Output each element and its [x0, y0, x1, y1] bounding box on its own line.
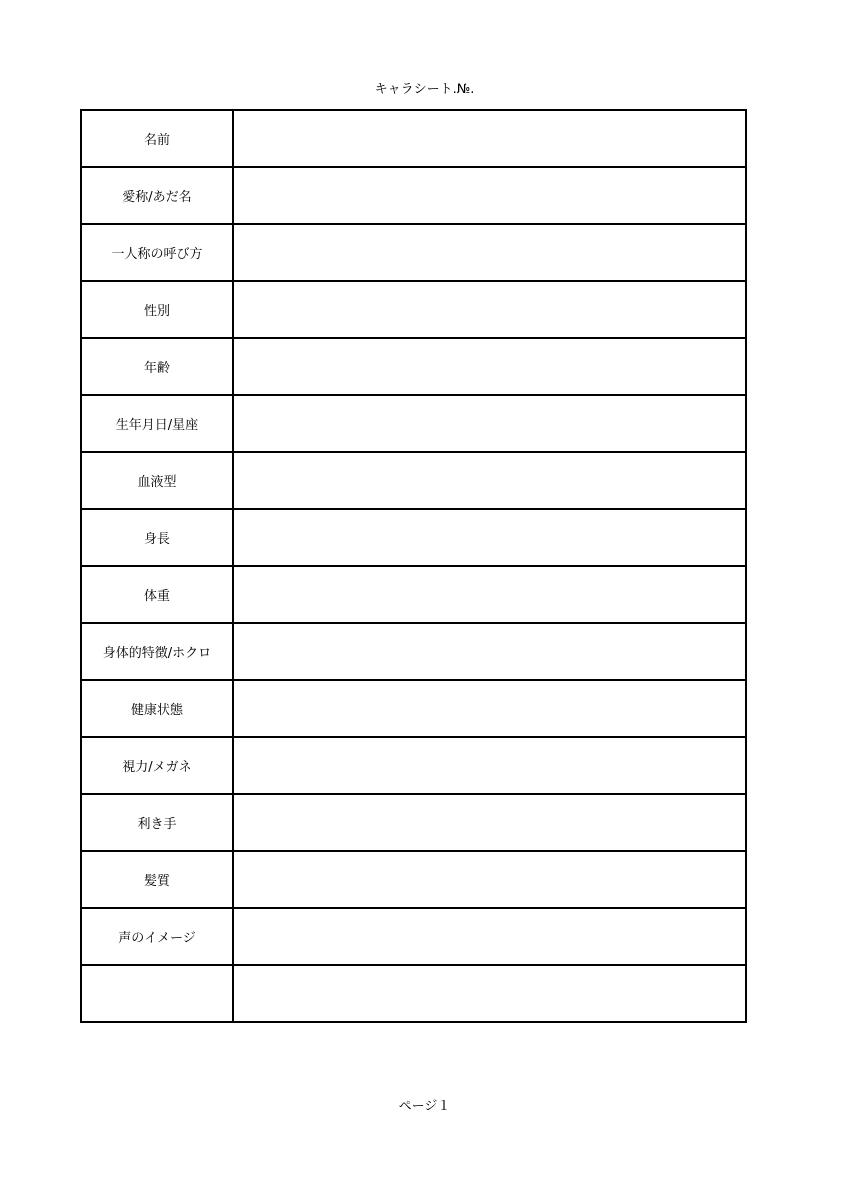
row-value-cell[interactable]	[233, 338, 746, 395]
row-label: 血液型	[81, 452, 233, 509]
table-row-weight	[81, 566, 746, 623]
row-value-cell[interactable]	[233, 281, 746, 338]
row-label: 声のイメージ	[81, 908, 233, 965]
row-value-cell[interactable]	[233, 737, 746, 794]
table-row-physical-features	[81, 623, 746, 680]
sheet-title: キャラシート.№.	[374, 82, 475, 97]
row-label: 体重	[81, 566, 233, 623]
table-row-nickname	[81, 167, 746, 224]
row-label: 身長	[81, 509, 233, 566]
character-sheet-body	[81, 110, 746, 1022]
row-value-cell[interactable]	[233, 965, 746, 1022]
row-label: 視力/メガネ	[81, 737, 233, 794]
row-value-cell[interactable]	[233, 623, 746, 680]
table-row-voice	[81, 908, 746, 965]
table-row-gender	[81, 281, 746, 338]
row-value-cell[interactable]	[233, 110, 746, 167]
row-value-cell[interactable]	[233, 794, 746, 851]
row-value-cell[interactable]	[233, 509, 746, 566]
row-value-cell[interactable]	[233, 395, 746, 452]
row-label: 性別	[81, 281, 233, 338]
table-row-dominant-hand	[81, 794, 746, 851]
row-label: 名前	[81, 110, 233, 167]
row-label: 生年月日/星座	[81, 395, 233, 452]
row-value-cell[interactable]	[233, 908, 746, 965]
table-row-blank	[81, 965, 746, 1022]
row-label: 一人称の呼び方	[81, 224, 233, 281]
table-row-height	[81, 509, 746, 566]
row-value-cell[interactable]	[233, 680, 746, 737]
row-value-cell[interactable]	[233, 224, 746, 281]
table-row-first-person	[81, 224, 746, 281]
table-row-hair-type	[81, 851, 746, 908]
table-row-eyesight	[81, 737, 746, 794]
row-label: 髪質	[81, 851, 233, 908]
character-sheet-table	[80, 109, 747, 1023]
row-value-cell[interactable]	[233, 452, 746, 509]
table-row-age	[81, 338, 746, 395]
row-label[interactable]	[81, 965, 233, 1022]
row-label: 年齢	[81, 338, 233, 395]
row-value-cell[interactable]	[233, 167, 746, 224]
row-label: 利き手	[81, 794, 233, 851]
row-value-cell[interactable]	[233, 566, 746, 623]
row-label: 愛称/あだ名	[81, 167, 233, 224]
table-row-name	[81, 110, 746, 167]
row-value-cell[interactable]	[233, 851, 746, 908]
row-label: 健康状態	[81, 680, 233, 737]
page-number: ページ１	[398, 1099, 451, 1114]
row-label: 身体的特徴/ホクロ	[81, 623, 233, 680]
table-row-birthday	[81, 395, 746, 452]
table-row-blood-type	[81, 452, 746, 509]
table-row-health	[81, 680, 746, 737]
